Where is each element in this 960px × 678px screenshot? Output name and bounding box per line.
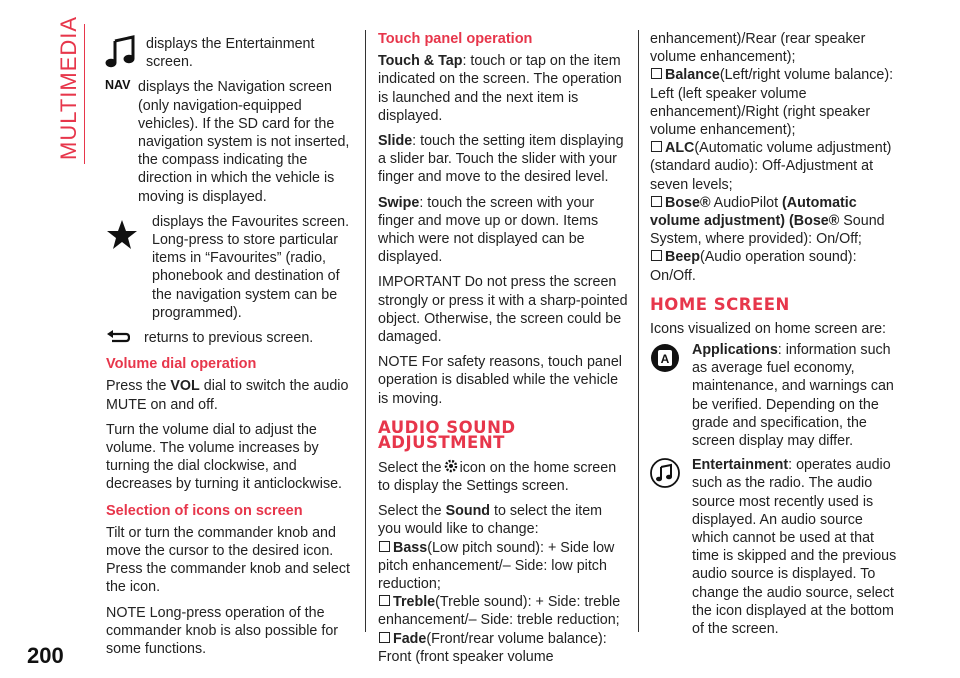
text: Press the [106,378,171,395]
home-heading: HOME SCREEN [650,294,790,314]
entertainment-item [106,35,351,71]
bullet-icon [379,541,390,552]
back-arrow-icon [106,330,130,344]
nav-icon: NAV [105,78,131,93]
bose-item [650,194,900,249]
bullet-icon [651,141,662,152]
page-number: 200 [27,643,64,668]
applications-paragraph [692,341,900,450]
navigation-item [106,78,351,205]
text: : information such as average fuel economy, maintenance, and warnings can be verified. Depending on the grade and specification, the screen display may differ. [692,342,894,450]
volume-paragraph-2: Turn the volume dial to adjust the volume. The volume increases by turning the dial clockwise, and decreases by turning it anticlockwise. [106,421,343,493]
beep-label: Beep [665,249,700,266]
selection-heading: Selection of icons on screen [106,502,303,519]
applications-item [650,341,900,450]
entertainment-paragraph [692,456,900,638]
tap-paragraph [378,52,628,125]
fade-continued: enhancement)/Rear (rear speaker volume enhancement); [650,31,866,66]
text: (Front/rear volume balance): Front (front speaker volume [378,630,607,665]
audio-heading: AUDIO SOUND ADJUSTMENT [378,417,516,452]
select-paragraph [378,458,628,495]
bose-label-2: (Automatic volume adjustment) (Bose® [650,194,857,230]
treble-label: Treble [393,594,436,611]
select-sound-paragraph [378,502,628,538]
entertainment-home-item [650,456,900,638]
gear-icon [443,458,459,474]
favourites-desc: displays the Favourites screen. Long-press to store particular items in “Favourites” (radio, phonebook and destination of the navigation system can be programmed). [152,213,350,321]
balance-label: Balance [665,67,720,84]
swipe-paragraph [378,194,628,267]
entertainment-label: Entertainment [692,457,789,474]
column-3 [650,30,900,644]
bass-label: Bass [393,539,428,556]
text: to select the item you would like to change: [378,503,603,538]
home-intro: Icons visualized on home screen are: [650,320,887,337]
back-item [106,329,351,347]
note-paragraph: NOTE For safety reasons, touch panel operation is disabled while the vehicle is moving. [378,354,622,407]
favourites-item [106,213,351,322]
entertainment-desc: displays the Entertainment screen. [146,36,315,71]
volume-heading: Volume dial operation [106,356,257,373]
tap-label: Touch & Tap [378,53,463,70]
text: (Audio operation sound): On/Off. [650,249,857,284]
back-desc: returns to previous screen. [144,330,314,347]
text: icon on the home screen to display the Settings screen. [378,459,617,495]
bullet-icon [379,632,390,643]
entertainment-icon [650,458,680,488]
applications-label: Applications [692,342,778,359]
bose-label: Bose® [665,194,711,211]
treble-item [378,593,628,629]
text: Select the [378,459,442,476]
important-paragraph: IMPORTANT Do not press the screen strongly or press it with a sharp-pointed object. Otherwise, the screen could be damaged. [378,274,628,346]
bullet-icon [651,250,662,261]
fade-item [378,630,628,666]
text: (Automatic volume adjustment) (standard audio): Off-Adjustment at seven levels; [650,140,892,193]
section-tab [52,15,92,184]
fade-label: Fade [393,630,427,647]
text: (Treble sound): + Side: treble enhancement/– Side: treble reduction; [378,594,621,629]
svg-text:A: A [660,352,670,367]
alc-item [650,139,900,194]
beep-item [650,248,900,284]
vol-label: VOL [170,378,200,395]
slide-paragraph [378,132,628,187]
text: (Low pitch sound): + Side low pitch enhancement/– Side: low pitch reduction; [378,539,615,593]
column-2 [378,30,628,666]
column-1 [106,30,351,665]
touch-heading: Touch panel operation [378,31,533,47]
text: : touch the setting item displaying a slider bar. Touch the slider with your finger and move to the desired level. [378,133,624,186]
section-tab-label: MULTIMEDIA [56,15,81,160]
text: Select the [378,503,446,520]
applications-icon [650,343,680,373]
bullet-icon [651,68,662,79]
text: : operates audio such as the radio. The audio source most recently used is displayed. An audio source which cannot be used at that time is skipped and the previous audio source is displayed. To change the audio source, select the icon displayed at the bottom of the screen. [692,457,897,638]
column-divider [638,30,639,632]
text: : touch the screen with your finger and move up or down. Items which were not displayed can be displayed. [378,194,599,266]
section-tab-line [84,24,85,164]
swipe-label: Swipe [378,194,420,211]
column-divider [365,30,366,632]
text: : touch or tap on the item indicated on the screen. The operation is launched and the next item is displayed. [378,53,622,124]
sound-label: Sound [445,503,491,520]
text: AudioPilot [710,194,783,211]
selection-paragraph: Tilt or turn the commander knob and move the cursor to the desired icon. Press the commander knob and select the icon. [106,524,350,596]
text: dial to switch the audio MUTE on and off. [106,378,349,413]
text: (Left/right volume balance): Left (left speaker volume enhancement)/Right (right speaker volume enhancement); [650,67,894,139]
bullet-icon [379,595,390,606]
text: Sound System, where provided): On/Off; [650,213,885,248]
selection-note: NOTE Long-press operation of the commander knob is also possible for some functions. [106,604,339,658]
alc-label: ALC [665,140,695,157]
star-icon [106,219,138,251]
bullet-icon [651,196,662,207]
music-note-icon [105,35,137,71]
volume-paragraph-1 [106,377,351,413]
navigation-desc: displays the Navigation screen (only navigation-equipped vehicles). If the SD card for the navigation system is not inserted, the compass indicating the direction in which the vehicle is moving is displayed. [138,79,350,205]
slide-label: Slide [378,133,413,150]
balance-item [650,66,900,139]
bass-item [378,539,628,594]
